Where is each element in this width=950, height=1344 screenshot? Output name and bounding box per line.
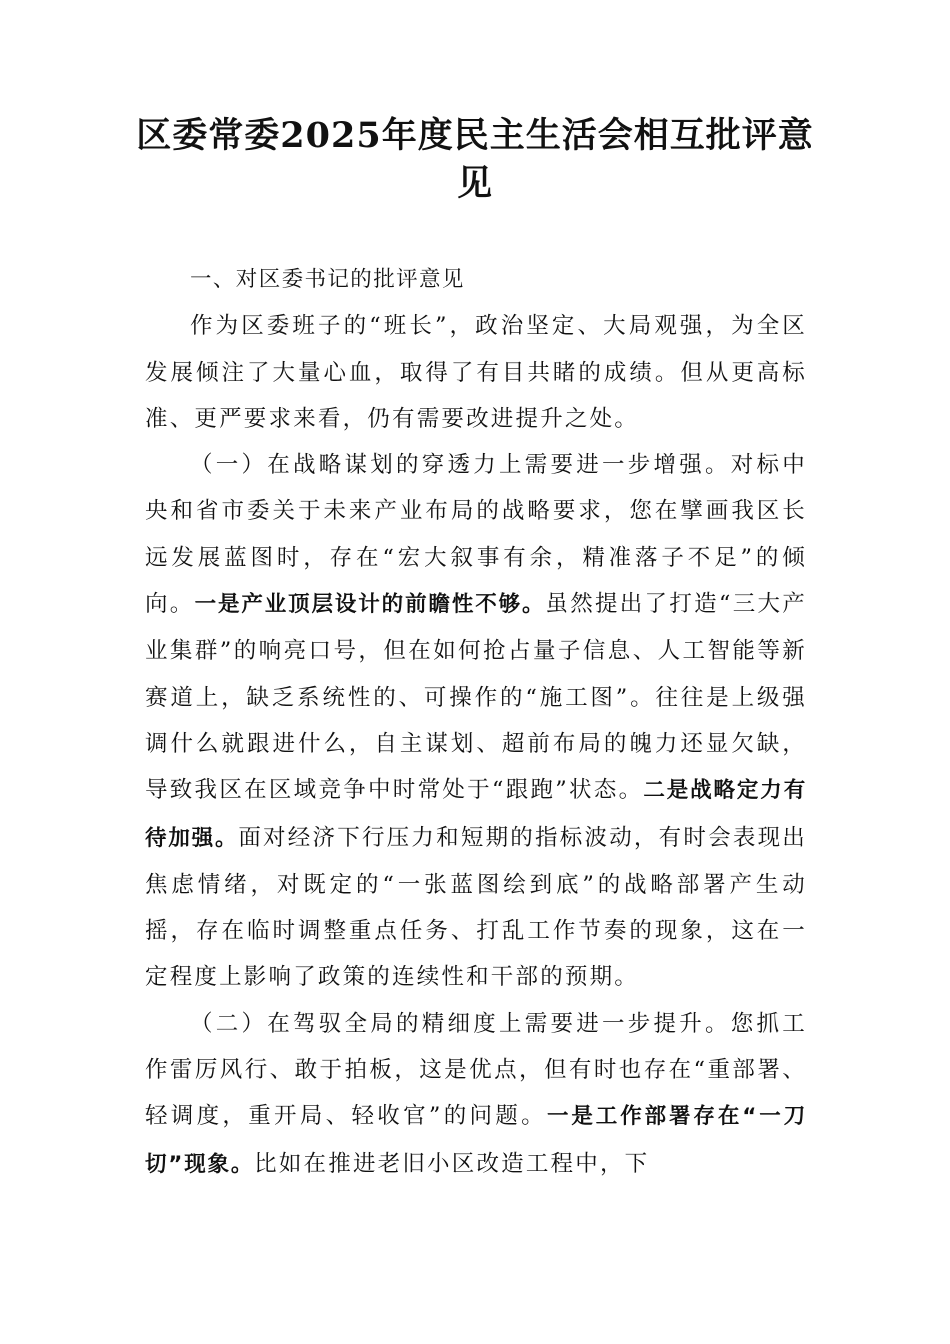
item-1-point-2-text: 面对经济下行压力和短期的指标波动，有时会表现出焦虑情绪，对既定的“一张蓝图绘到底”的战略部署产生动摇，存在临时调整重点任务、打乱工作节奏的现象，这在一定程度上影响了政策的连续性和干部的预期。 bbox=[145, 824, 807, 991]
section-heading bbox=[145, 256, 807, 303]
item-2-lead: （二）在驾驭全局的精细度上需要进一步提升。您抓工作雷厉风行、敢于拍板，这是优点，但有时也存在“重部署、轻调度，重开局、轻收官”的问题。 bbox=[145, 1010, 807, 1130]
intro-paragraph: 作为区委班子的“班长”，政治坚定、大局观强，为全区发展倾注了大量心血，取得了有目共睹的成绩。但从更高标准、更严要求来看，仍有需要改进提升之处。 bbox=[145, 313, 807, 432]
item-2-point-1-heading: 一是工作部署存在“一刀切”现象。 bbox=[145, 1104, 807, 1177]
document-title: 区委常委2025年度民主生活会相互批评意见 bbox=[136, 115, 814, 204]
item-2-point-1-text: 比如在推进老旧小区改造工程中，下 bbox=[254, 1150, 650, 1177]
item-1-point-1-heading: 一是产业顶层设计的前瞻性不够。 bbox=[194, 592, 546, 618]
item-1-point-2-heading: 二是战略定力有待加强。 bbox=[145, 778, 807, 851]
section-1-heading: 一、对区委书记的批评意见 bbox=[190, 267, 465, 292]
item-1-lead: （一）在战略谋划的穿透力上需要进一步增强。对标中央和省市委关于未来产业布局的战略要求，您在擘画我区长远发展蓝图时，存在“宏大叙事有余，精准落子不足”的倾向。 bbox=[145, 452, 807, 618]
paragraph-item-1 bbox=[145, 442, 807, 1001]
paragraph-item-2 bbox=[145, 1001, 807, 1188]
document-body bbox=[145, 256, 807, 1188]
item-1-point-1-text: 虽然提出了打造“三大产业集群”的响亮口号，但在如何抢占量子信息、人工智能等新赛道上，缺乏系统性的、可操作的“施工图”。往往是上级强调什么就跟进什么，自主谋划、超前布局的魄力还显欠缺，导致我区在区域竞争中时常处于“跟跑”状态。 bbox=[145, 591, 807, 804]
